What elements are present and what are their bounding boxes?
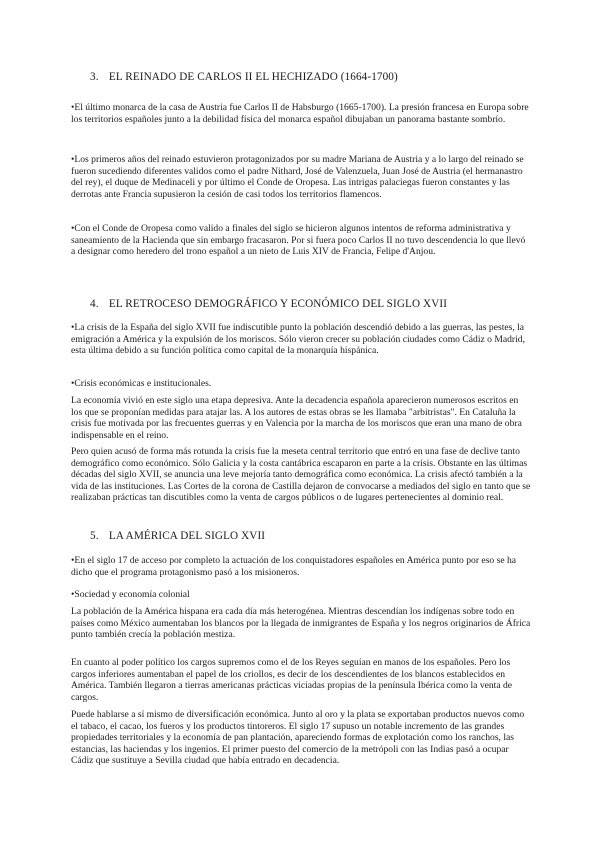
section-title: EL REINADO DE CARLOS II EL HECHIZADO (1664-1700) (108, 71, 398, 83)
paragraph: •Con el Conde de Oropesa como valido a finales del siglo se hicieron algunos intentos de reforma administrativa y saneamiento de la Hacienda que sin embargo fracasaron. Por si fuera poco Carlos II no tuvo descendencia lo que llevó a designar como heredero del trono español a un nieto de Luis XIV de Francia, Felipe d'Anjou. (71, 223, 526, 258)
paragraph: •Los primeros años del reinado estuvieron protagonizados por su madre Mariana de Austria y a lo largo del reinado se fueron sucediendo diferentes validos como el padre Nithard, José de Valenzuela, Juan José de Austria (el hermanastro del rey), el duque de Medinaceli y por último el Conde de Oropesa. Las intrigas palaciegas fueron constantes y las derrotas ante Francia supusieron la cesión de casi todos los territorios flamencos. (71, 154, 524, 200)
paragraph: Puede hablarse a sí mismo de diversificación económica. Junto al oro y la plata se exportaban productos nuevos como el tabaco, el cacao, los fueros y los productos tintoreros. El siglo 17 supuso un notable incremento de las grandes propiedades territoriales y la economía de pan plantación, apareciendo formas de explotación como los ranchos, las estancias, las haciendas y los ingenios. El primer puesto del comercio de la metrópoli con las Indias pasó a ocupar Cádiz que sustituye a Sevilla ciudad que había entrado en decadencia. (71, 709, 525, 767)
paragraph: •Crisis económicas e institucionales. (71, 378, 212, 389)
section-title: EL RETROCESO DEMOGRÁFICO Y ECONÓMICO DEL SIGLO XVII (108, 298, 448, 310)
section-4-heading (90, 298, 447, 310)
paragraph: En cuanto al poder político los cargos supremos como el de los Reyes seguían en manos de los españoles. Pero los cargos inferiores aumentaban el papel de los criollos, es decir de los descendientes de los blancos establecidos en América. También llegaron a tierras americanas prácticas viciadas propias de la península Ibérica como la venta de cargos. (71, 657, 513, 703)
section-number: 4. (90, 298, 99, 310)
section-5-heading (90, 530, 265, 542)
section-number: 3. (90, 71, 99, 83)
paragraph: •El último monarca de la casa de Austria fue Carlos II de Habsburgo (1665-1700). La presión francesa en Europa sobre los territorios españoles junto a la debilidad física del monarca español dibujaban un panorama bastante sombrío. (71, 102, 529, 125)
section-3-heading (90, 71, 398, 83)
section-number: 5. (90, 530, 99, 542)
paragraph: •Sociedad y economía colonial (71, 589, 190, 600)
paragraph: •En el siglo 17 de acceso por completo la actuación de los conquistadores españoles en América punto por eso se ha dicho que el programa protagonismo pasó a los misioneros. (71, 555, 517, 578)
section-title: LA AMÉRICA DEL SIGLO XVII (108, 530, 266, 542)
paragraph: •La crisis de la España del siglo XVII fue indiscutible punto la población descendió debido a las guerras, las pestes, la emigración a América y la expulsión de los moriscos. Sólo vieron crecer su población ciudades como Cádiz o Madrid, esta última debido a su función política como capital de la monarquía hispánica. (71, 322, 525, 357)
paragraph: Pero quien acusó de forma más rotunda la crisis fue la meseta central territorio que entró en una fase de declive tanto demográfico como económico. Sólo Galicia y la costa cantábrica escaparon en parte a la crisis. Obstante en las últimas décadas del siglo XVII, se anuncia una leve mejoría tanto demográfica como económica. La crisis afectó también a la vida de las instituciones. Las Cortes de la corona de Castilla dejaron de convocarse a mediados del siglo en tanto que se realizaban prácticas tan discutibles como la venta de cargos públicos o de lugares pertenecientes al dominio real. (71, 446, 531, 504)
paragraph: La economía vivió en este siglo una etapa depresiva. Ante la decadencia española aparecieron numerosos escritos en los que se proponían medidas para atajar las. A los autores de estas obras se les llamaba "arbitristas". En Cataluña la crisis fue motivada por las frecuentes guerras y en Valencia por la marcha de los moriscos que eran una mano de obra indispensable en el reino. (71, 395, 522, 441)
paragraph: La población de la América hispana era cada día más heterogénea. Mientras descendían los indígenas sobre todo en países como México aumentaban los blancos por la llegada de inmigrantes de España y los negros originarios de África punto también crecía la población mestiza. (71, 606, 531, 641)
